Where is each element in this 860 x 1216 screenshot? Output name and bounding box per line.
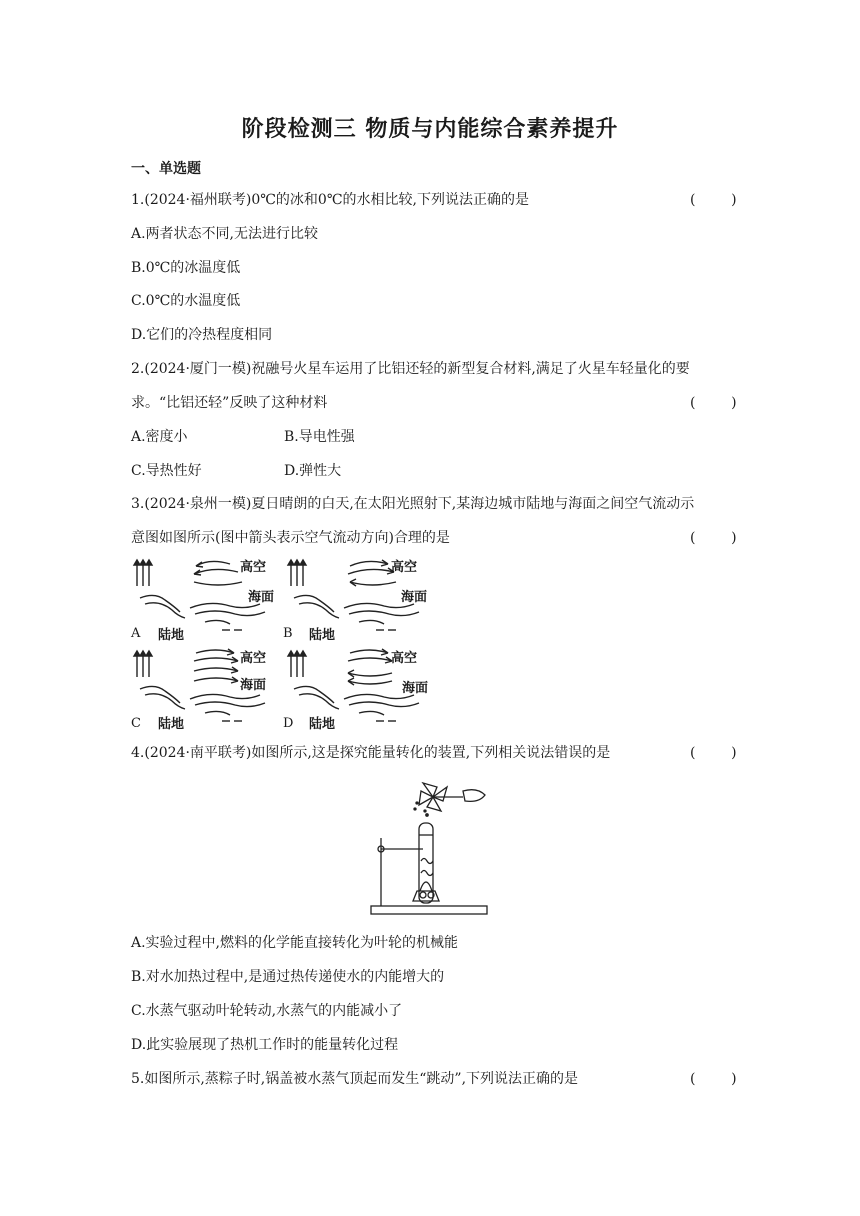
label-sea-surface: 海面 bbox=[248, 590, 275, 605]
label-high-altitude: 高空 bbox=[240, 560, 267, 575]
q2-option-b[interactable]: B.导电性强 bbox=[284, 429, 355, 445]
q4-option-a[interactable]: A.实验过程中,燃料的化学能直接转化为叶轮的机械能 bbox=[131, 935, 459, 951]
q4-stem: 4.(2024·南平联考)如图所示,这是探究能量转化的装置,下列相关说法错误的是 bbox=[131, 745, 611, 761]
hand-icon bbox=[463, 790, 485, 802]
q2-option-c[interactable]: C.导热性好 bbox=[131, 463, 202, 479]
q3-answer-blank[interactable]: ( ) bbox=[690, 530, 737, 546]
page-title: 阶段检测三 物质与内能综合素养提升 bbox=[241, 117, 619, 142]
q1-option-c[interactable]: C.0℃的水温度低 bbox=[131, 293, 241, 309]
flame-icon bbox=[420, 882, 432, 891]
q5-stem: 5.如图所示,蒸粽子时,锅盖被水蒸气顶起而发生“跳动”,下列说法正确的是 bbox=[131, 1071, 579, 1087]
label-land: 陆地 bbox=[309, 717, 336, 732]
q2-answer-blank[interactable]: ( ) bbox=[690, 395, 737, 411]
label-high-altitude: 高空 bbox=[391, 651, 418, 666]
q2-stem-line1: 2.(2024·厦门一模)祝融号火星车运用了比铝还轻的新型复合材料,满足了火星车轻量化的要 bbox=[131, 361, 690, 377]
label-land: 陆地 bbox=[158, 628, 185, 643]
option-letter-a: A bbox=[131, 626, 141, 641]
label-sea-surface: 海面 bbox=[240, 678, 267, 693]
label-high-altitude: 高空 bbox=[240, 651, 267, 666]
stand-base bbox=[371, 906, 487, 914]
option-letter-c: C bbox=[131, 716, 141, 731]
q1-option-a[interactable]: A.两者状态不同,无法进行比较 bbox=[131, 226, 319, 242]
q2-stem-line2: 求。“比铝还轻”反映了这种材料 bbox=[131, 395, 328, 411]
q2-option-d[interactable]: D.弹性大 bbox=[284, 463, 342, 479]
q1-stem: 1.(2024·福州联考)0℃的冰和0℃的水相比较,下列说法正确的是 bbox=[131, 192, 529, 208]
section-heading: 一、单选题 bbox=[131, 161, 201, 177]
label-sea-surface: 海面 bbox=[401, 590, 428, 605]
q5-answer-blank[interactable]: ( ) bbox=[690, 1071, 737, 1087]
q2-option-a[interactable]: A.密度小 bbox=[131, 429, 188, 445]
label-land: 陆地 bbox=[158, 717, 185, 732]
energy-conversion-apparatus-figure bbox=[365, 773, 495, 918]
q4-answer-blank[interactable]: ( ) bbox=[690, 745, 737, 761]
option-letter-d: D bbox=[283, 716, 294, 731]
q1-option-d[interactable]: D.它们的冷热程度相同 bbox=[131, 327, 273, 343]
label-land: 陆地 bbox=[309, 628, 336, 643]
label-sea-surface: 海面 bbox=[402, 681, 429, 696]
q3-stem-line2: 意图如图所示(图中箭头表示空气流动方向)合理的是 bbox=[131, 530, 450, 546]
q4-option-b[interactable]: B.对水加热过程中,是通过热传递使水的内能增大的 bbox=[131, 969, 445, 985]
q1-answer-blank[interactable]: ( ) bbox=[690, 192, 737, 208]
q3-stem-line1: 3.(2024·泉州一模)夏日晴朗的白天,在太阳光照射下,某海边城市陆地与海面之间空气流动示 bbox=[131, 496, 695, 512]
option-letter-b: B bbox=[283, 626, 293, 641]
q4-option-d[interactable]: D.此实验展现了热机工作时的能量转化过程 bbox=[131, 1037, 399, 1053]
q4-option-c[interactable]: C.水蒸气驱动叶轮转动,水蒸气的内能减小了 bbox=[131, 1003, 403, 1019]
label-high-altitude: 高空 bbox=[391, 560, 418, 575]
q1-option-b[interactable]: B.0℃的冰温度低 bbox=[131, 260, 241, 276]
